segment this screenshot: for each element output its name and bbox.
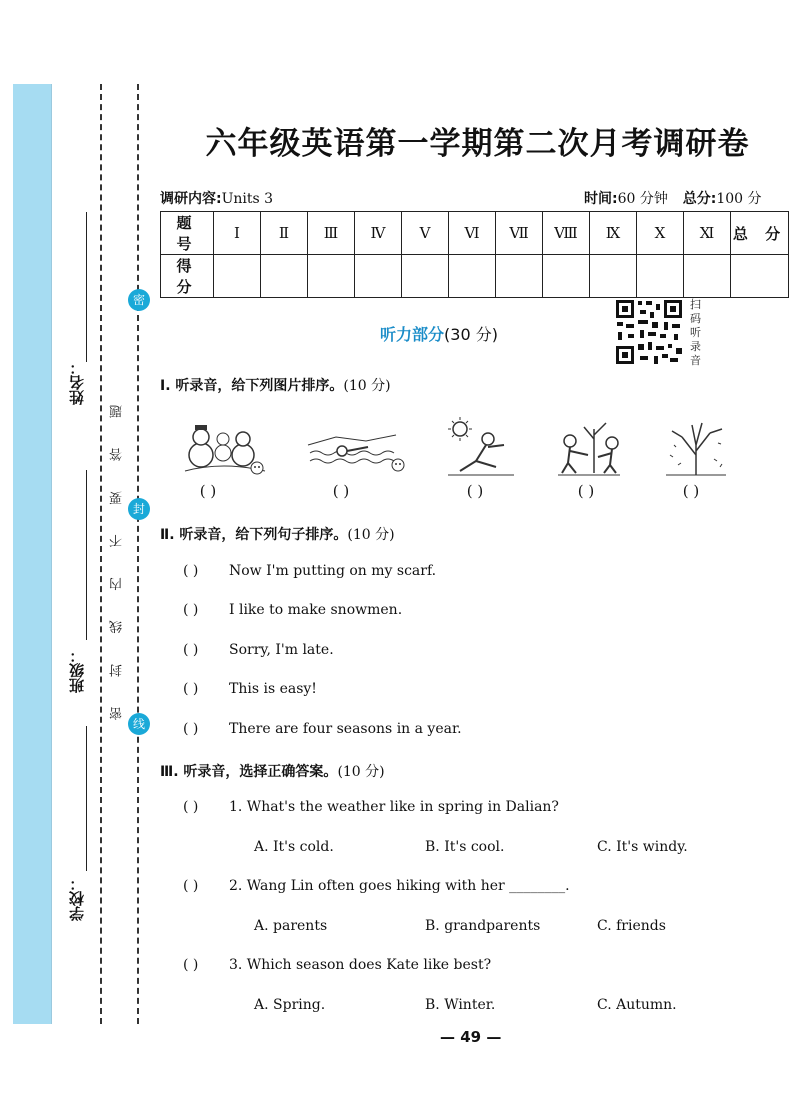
sentence-text: Now I'm putting on my scarf. bbox=[229, 563, 437, 579]
score-header-row bbox=[161, 212, 789, 255]
total-value: 100 分 bbox=[716, 191, 762, 207]
answer-blank[interactable]: ( ) bbox=[183, 642, 199, 658]
time-value: 60 分钟 bbox=[617, 191, 668, 207]
listening-points: (30 分) bbox=[444, 325, 498, 344]
total-label: 总分: bbox=[682, 191, 717, 207]
snowmen-picture bbox=[183, 415, 267, 479]
cut-line-right bbox=[137, 84, 139, 1024]
col-4: Ⅳ bbox=[355, 212, 402, 255]
sentence-item bbox=[183, 563, 436, 579]
time-total-info bbox=[584, 188, 762, 208]
name-label: 姓名： bbox=[68, 360, 86, 405]
cut-line-left bbox=[100, 84, 102, 1024]
seal-circle-xian: 线 bbox=[128, 713, 150, 735]
option-c[interactable]: C. Autumn. bbox=[597, 997, 677, 1013]
score-cell[interactable] bbox=[637, 255, 684, 298]
section-2-text: Ⅱ. 听录音，给下列句子排序。 bbox=[160, 527, 348, 543]
listening-title: 听力部分 bbox=[380, 325, 445, 344]
total-score-cell[interactable] bbox=[731, 255, 789, 298]
section-3-title bbox=[160, 761, 385, 781]
answer-blank[interactable]: ( ) bbox=[183, 878, 199, 894]
page-title: 六年级英语第一学期第二次月考调研卷 bbox=[205, 126, 750, 162]
question-text: 3. Which season does Kate like best? bbox=[229, 957, 492, 973]
listening-heading bbox=[380, 322, 498, 345]
sentence-item bbox=[183, 642, 334, 658]
qr-code-icon[interactable] bbox=[614, 298, 684, 366]
school-label: 学校： bbox=[68, 876, 86, 921]
sentence-text: I like to make snowmen. bbox=[229, 602, 403, 618]
score-cell[interactable] bbox=[684, 255, 731, 298]
binding-strip-edge bbox=[51, 84, 52, 1024]
swimming-picture bbox=[306, 415, 406, 479]
content-value: Units 3 bbox=[221, 191, 274, 207]
score-value-row bbox=[161, 255, 789, 298]
sentence-item bbox=[183, 681, 317, 697]
answer-blank[interactable]: ( ) bbox=[199, 482, 217, 500]
col-9: Ⅸ bbox=[590, 212, 637, 255]
seal-instruction: 密 封 线 内 不 要 答 题 bbox=[110, 392, 125, 720]
col-1: Ⅰ bbox=[214, 212, 261, 255]
score-table bbox=[160, 211, 789, 298]
score-cell[interactable] bbox=[402, 255, 449, 298]
option-b[interactable]: B. grandparents bbox=[425, 918, 541, 934]
option-c[interactable]: C. It's windy. bbox=[597, 839, 688, 855]
score-cell[interactable] bbox=[449, 255, 496, 298]
col-8: Ⅷ bbox=[543, 212, 590, 255]
answer-blank[interactable]: ( ) bbox=[332, 482, 350, 500]
col-10: Ⅹ bbox=[637, 212, 684, 255]
col-11: Ⅺ bbox=[684, 212, 731, 255]
option-b[interactable]: B. It's cool. bbox=[425, 839, 505, 855]
section-3-points: (10 分) bbox=[337, 764, 385, 780]
col-2: Ⅱ bbox=[261, 212, 308, 255]
seal-circle-feng: 封 bbox=[128, 498, 150, 520]
answer-blank[interactable]: ( ) bbox=[577, 482, 595, 500]
content-label: 调研内容: bbox=[160, 191, 222, 207]
answer-blank[interactable]: ( ) bbox=[183, 681, 199, 697]
sentence-text: There are four seasons in a year. bbox=[229, 721, 462, 737]
score-label: 得 分 bbox=[161, 255, 214, 298]
total-score-label: 总 分 bbox=[731, 212, 789, 255]
question-item bbox=[183, 957, 491, 973]
sentence-item bbox=[183, 602, 402, 618]
autumn-tree-picture bbox=[664, 415, 728, 479]
binding-strip bbox=[13, 84, 51, 1024]
sunbathing-picture bbox=[446, 415, 516, 479]
page-number: — 49 — bbox=[440, 1028, 502, 1046]
tree-planting-picture bbox=[554, 415, 624, 479]
question-text: 1. What's the weather like in spring in Dalian? bbox=[229, 799, 559, 815]
col-3: Ⅲ bbox=[308, 212, 355, 255]
sentence-item bbox=[183, 721, 462, 737]
answer-blank[interactable]: ( ) bbox=[183, 957, 199, 973]
name-field[interactable] bbox=[86, 212, 87, 362]
option-a[interactable]: A. It's cold. bbox=[254, 839, 334, 855]
section-1-points: (10 分) bbox=[343, 378, 391, 394]
content-info bbox=[160, 188, 273, 208]
question-text: 2. Wang Lin often goes hiking with her ________. bbox=[229, 878, 570, 894]
section-2-title bbox=[160, 524, 395, 544]
section-1-text: Ⅰ. 听录音，给下列图片排序。 bbox=[160, 378, 344, 394]
answer-blank[interactable]: ( ) bbox=[183, 721, 199, 737]
score-cell[interactable] bbox=[355, 255, 402, 298]
score-cell[interactable] bbox=[590, 255, 637, 298]
option-a[interactable]: A. Spring. bbox=[254, 997, 326, 1013]
answer-blank[interactable]: ( ) bbox=[682, 482, 700, 500]
option-b[interactable]: B. Winter. bbox=[425, 997, 496, 1013]
class-field[interactable] bbox=[86, 470, 87, 640]
question-item bbox=[183, 799, 559, 815]
section-1-title bbox=[160, 375, 391, 395]
question-item bbox=[183, 878, 570, 894]
col-5: Ⅴ bbox=[402, 212, 449, 255]
seal-circle-mi: 密 bbox=[128, 289, 150, 311]
sentence-text: Sorry, I'm late. bbox=[229, 642, 334, 658]
score-cell[interactable] bbox=[308, 255, 355, 298]
score-cell[interactable] bbox=[261, 255, 308, 298]
section-2-points: (10 分) bbox=[347, 527, 395, 543]
score-cell[interactable] bbox=[496, 255, 543, 298]
section-3-text: Ⅲ. 听录音，选择正确答案。 bbox=[160, 764, 338, 780]
answer-blank[interactable]: ( ) bbox=[183, 563, 199, 579]
time-label: 时间: bbox=[584, 191, 618, 207]
answer-blank[interactable]: ( ) bbox=[183, 799, 199, 815]
class-label: 班级： bbox=[68, 648, 86, 693]
answer-blank[interactable]: ( ) bbox=[183, 602, 199, 618]
sentence-text: This is easy! bbox=[229, 681, 317, 697]
qr-caption: 扫码听录音 bbox=[690, 298, 701, 367]
score-cell[interactable] bbox=[543, 255, 590, 298]
option-c[interactable]: C. friends bbox=[597, 918, 666, 934]
question-number-label: 题 号 bbox=[161, 212, 214, 255]
option-a[interactable]: A. parents bbox=[254, 918, 328, 934]
col-7: Ⅶ bbox=[496, 212, 543, 255]
score-cell[interactable] bbox=[214, 255, 261, 298]
col-6: Ⅵ bbox=[449, 212, 496, 255]
answer-blank[interactable]: ( ) bbox=[466, 482, 484, 500]
school-field[interactable] bbox=[86, 726, 87, 871]
